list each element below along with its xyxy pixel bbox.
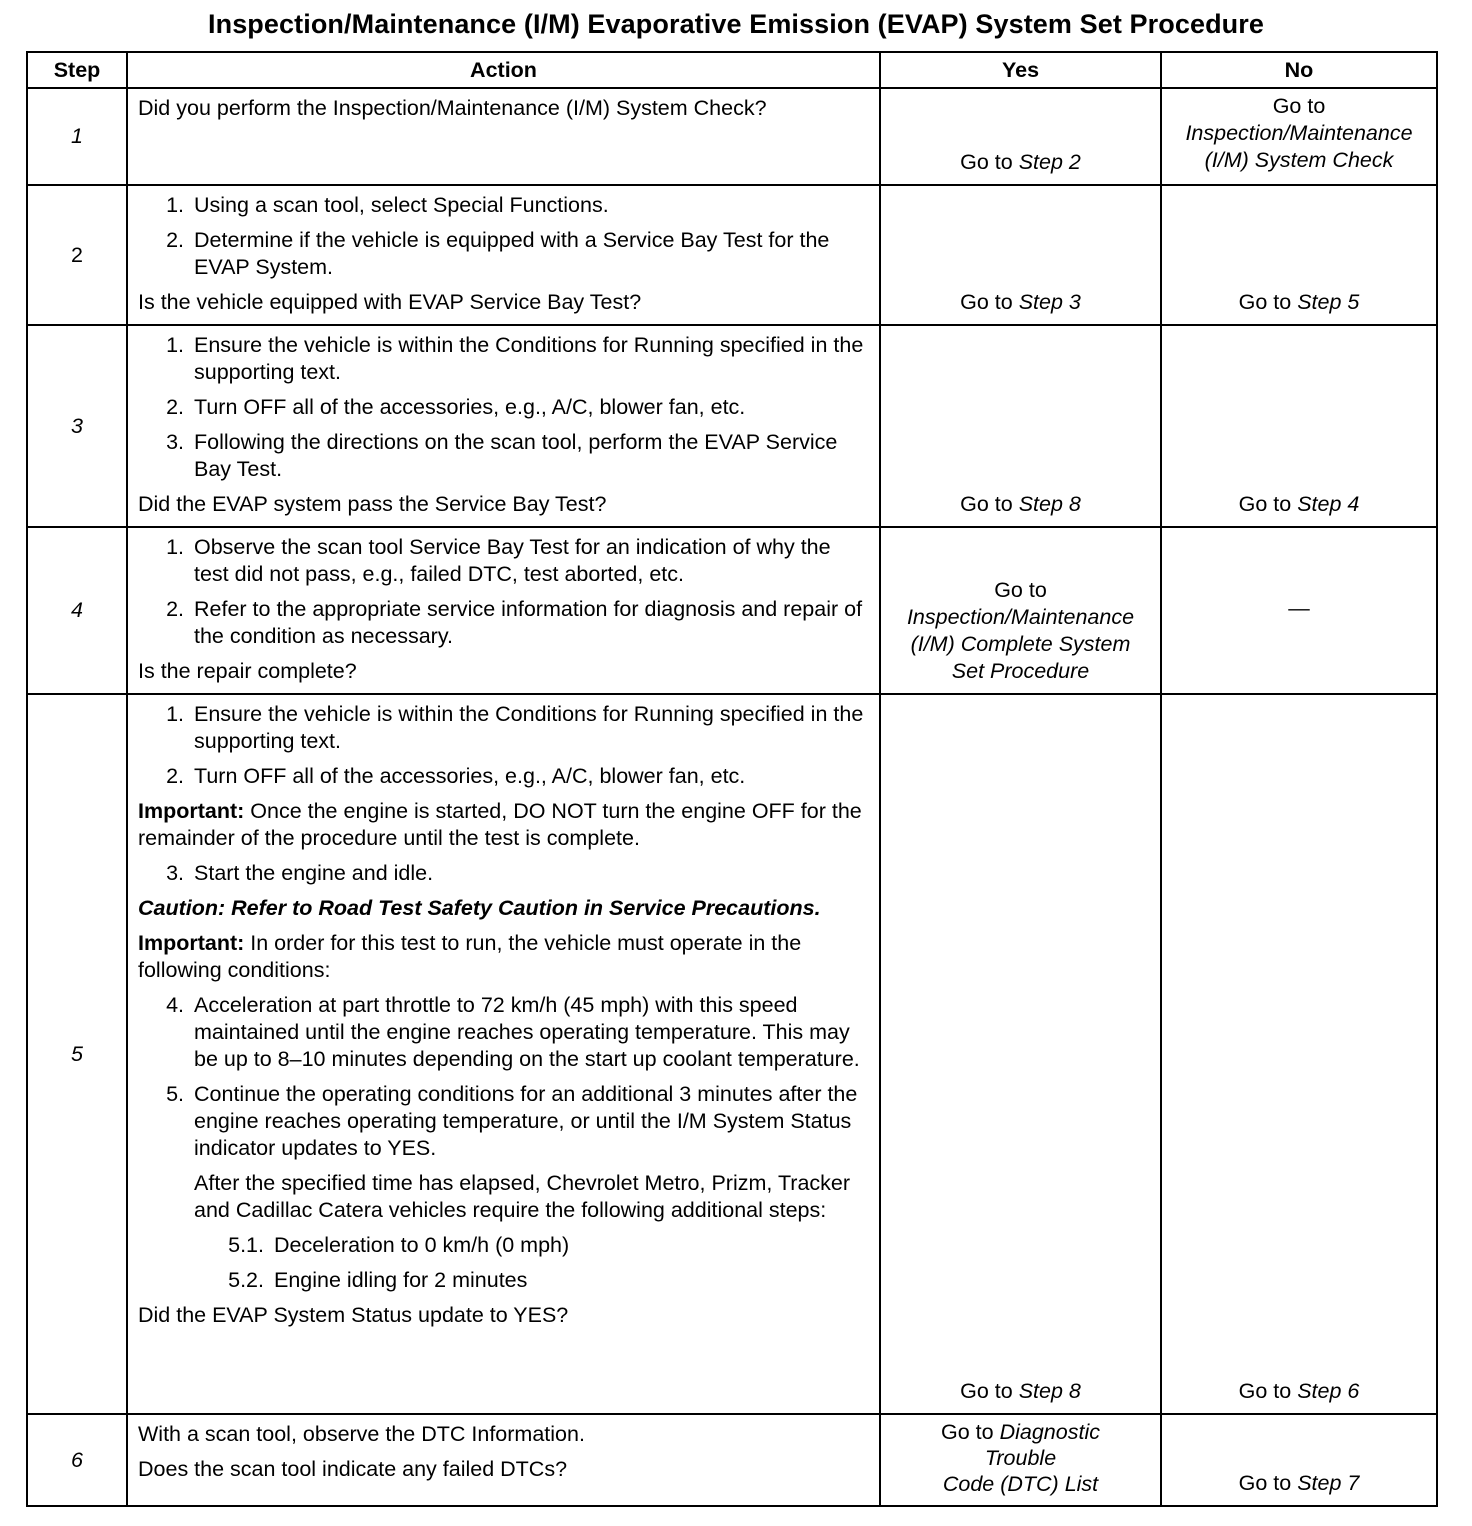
item-text: Engine idling for 2 minutes xyxy=(274,1268,528,1292)
step-number: 4 xyxy=(27,527,127,694)
action-cell xyxy=(127,88,880,185)
yes-link-line2[interactable]: Trouble xyxy=(984,1446,1057,1470)
no-link-line1[interactable]: Inspection/Maintenance xyxy=(1185,121,1413,145)
item-number: 2. xyxy=(166,395,184,419)
no-cell xyxy=(1161,1414,1437,1506)
action-cell xyxy=(127,1414,880,1506)
list-item xyxy=(138,534,871,588)
item-number: 1. xyxy=(166,702,184,726)
important-text: Once the engine is started, DO NOT turn the engine OFF for the remainder of the procedure until the test is complete. xyxy=(138,799,862,850)
item-text: Observe the scan tool Service Bay Test for an indication of why the test did not pass, e.g., failed DTC, test aborted, etc. xyxy=(194,535,831,586)
no-prefix: Go to xyxy=(1238,492,1292,516)
list-item xyxy=(138,227,871,281)
no-cell xyxy=(1161,694,1437,1414)
header-yes: Yes xyxy=(880,52,1161,88)
item-text: Determine if the vehicle is equipped with a Service Bay Test for the EVAP System. xyxy=(194,228,830,279)
header-row xyxy=(27,52,1437,88)
important-label: Important: xyxy=(138,799,245,823)
yes-cell xyxy=(880,325,1161,527)
list-item xyxy=(138,701,871,755)
table-row xyxy=(27,694,1437,1414)
item-number: 5.2. xyxy=(228,1268,264,1292)
yes-prefix: Go to xyxy=(960,150,1013,174)
no-cell xyxy=(1161,185,1437,325)
yes-prefix: Go to xyxy=(994,578,1047,602)
yes-cell xyxy=(880,527,1161,694)
yes-cell xyxy=(880,1414,1161,1506)
header-step: Step xyxy=(27,52,127,88)
yes-prefix: Go to xyxy=(960,290,1013,314)
question-text: Did you perform the Inspection/Maintenance (I/M) System Check? xyxy=(138,96,767,120)
yes-prefix: Go to xyxy=(941,1420,994,1444)
question-text: Did the EVAP system pass the Service Bay Test? xyxy=(138,492,607,516)
action-cell xyxy=(127,185,880,325)
header-no: No xyxy=(1161,52,1437,88)
table-row xyxy=(27,1414,1437,1506)
additional-steps-text: After the specified time has elapsed, Chevrolet Metro, Prizm, Tracker and Cadillac Catera vehicles require the following additional steps: xyxy=(194,1171,851,1222)
sub-list-item xyxy=(138,1232,871,1259)
action-cell xyxy=(127,325,880,527)
yes-prefix: Go to xyxy=(960,492,1013,516)
table-row xyxy=(27,325,1437,527)
yes-link[interactable]: Step 8 xyxy=(1018,1379,1081,1403)
list-item xyxy=(138,332,871,386)
important-note xyxy=(138,798,871,852)
instruction-text: With a scan tool, observe the DTC Information. xyxy=(138,1422,585,1446)
item-number: 2. xyxy=(166,228,184,252)
item-number: 2. xyxy=(166,764,184,788)
sub-list-item xyxy=(138,1267,871,1294)
item-text: Following the directions on the scan tool, perform the EVAP Service Bay Test. xyxy=(194,430,838,481)
list-item xyxy=(138,429,871,483)
yes-prefix: Go to xyxy=(960,1379,1013,1403)
no-prefix: Go to xyxy=(1238,1471,1292,1495)
important-note xyxy=(138,930,871,984)
item-text: Acceleration at part throttle to 72 km/h (45 mph) with this speed maintained until the engine reaches operating temperature. This may be up to 8–10 minutes depending on the start up coolant temperature. xyxy=(194,993,860,1071)
question-text: Is the vehicle equipped with EVAP Service Bay Test? xyxy=(138,290,642,314)
no-link[interactable]: Step 5 xyxy=(1297,290,1360,314)
caution-note: Caution: Refer to Road Test Safety Caution in Service Precautions. xyxy=(138,896,821,920)
yes-link[interactable]: Step 2 xyxy=(1018,150,1081,174)
table-row xyxy=(27,185,1437,325)
no-cell xyxy=(1161,527,1437,694)
action-cell xyxy=(127,527,880,694)
item-number: 4. xyxy=(166,993,184,1017)
item-number: 1. xyxy=(166,535,184,559)
no-link[interactable]: Step 6 xyxy=(1297,1379,1360,1403)
question-text: Does the scan tool indicate any failed DTCs? xyxy=(138,1457,568,1481)
procedure-title: Inspection/Maintenance (I/M) Evaporative Emission (EVAP) System Set Procedure xyxy=(208,9,1264,39)
item-text: Deceleration to 0 km/h (0 mph) xyxy=(274,1233,570,1257)
item-text: Using a scan tool, select Special Functions. xyxy=(194,193,609,217)
list-item xyxy=(138,394,871,421)
yes-link-line3[interactable]: Set Procedure xyxy=(951,659,1090,683)
no-dash: — xyxy=(1288,596,1310,620)
important-text: In order for this test to run, the vehicle must operate in the following conditions: xyxy=(138,931,802,982)
step-number: 6 xyxy=(27,1414,127,1506)
item-text: Turn OFF all of the accessories, e.g., A/C, blower fan, etc. xyxy=(194,395,746,419)
no-cell xyxy=(1161,325,1437,527)
list-item xyxy=(138,860,871,887)
list-item xyxy=(138,1081,871,1162)
no-prefix: Go to xyxy=(1272,94,1326,118)
important-label: Important: xyxy=(138,931,245,955)
item-number: 1. xyxy=(166,333,184,357)
step-number: 1 xyxy=(27,88,127,185)
no-link-line2[interactable]: (I/M) System Check xyxy=(1204,148,1394,172)
item-text: Ensure the vehicle is within the Conditions for Running specified in the supporting text. xyxy=(194,702,864,753)
yes-link[interactable]: Step 3 xyxy=(1018,290,1081,314)
yes-link-line3[interactable]: Code (DTC) List xyxy=(942,1472,1099,1496)
no-link[interactable]: Step 4 xyxy=(1297,492,1360,516)
list-item xyxy=(138,992,871,1073)
item-number: 3. xyxy=(166,430,184,454)
yes-link-line1[interactable]: Diagnostic xyxy=(999,1420,1100,1444)
step-number: 3 xyxy=(27,325,127,527)
item-number: 5.1. xyxy=(228,1233,264,1257)
no-prefix: Go to xyxy=(1238,290,1292,314)
item-text: Turn OFF all of the accessories, e.g., A/C, blower fan, etc. xyxy=(194,764,746,788)
no-link[interactable]: Step 7 xyxy=(1297,1471,1360,1495)
item-number: 3. xyxy=(166,861,184,885)
question-text: Did the EVAP System Status update to YES? xyxy=(138,1303,569,1327)
yes-link[interactable]: Step 8 xyxy=(1018,492,1081,516)
item-text: Ensure the vehicle is within the Conditions for Running specified in the supporting text. xyxy=(194,333,864,384)
no-cell xyxy=(1161,88,1437,185)
header-action: Action xyxy=(127,52,880,88)
yes-cell xyxy=(880,694,1161,1414)
list-item xyxy=(138,192,871,219)
item-text: Continue the operating conditions for an additional 3 minutes after the engine reaches operating temperature, or until the I/M System Status indicator updates to YES. xyxy=(194,1082,858,1160)
item-number: 2. xyxy=(166,597,184,621)
step-number: 2 xyxy=(27,185,127,325)
yes-link-line2[interactable]: (I/M) Complete System xyxy=(910,632,1131,656)
action-cell xyxy=(127,694,880,1414)
table-row xyxy=(27,527,1437,694)
question-text: Is the repair complete? xyxy=(138,659,357,683)
yes-cell xyxy=(880,185,1161,325)
table-row xyxy=(27,88,1437,185)
step-number: 5 xyxy=(27,694,127,1414)
item-text: Refer to the appropriate service information for diagnosis and repair of the condition as necessary. xyxy=(194,597,863,648)
item-number: 1. xyxy=(166,193,184,217)
no-prefix: Go to xyxy=(1238,1379,1292,1403)
list-item xyxy=(138,596,871,650)
list-item xyxy=(138,763,871,790)
item-number: 5. xyxy=(166,1082,184,1106)
item-text: Start the engine and idle. xyxy=(194,861,434,885)
yes-cell xyxy=(880,88,1161,185)
procedure-table xyxy=(26,51,1438,1507)
yes-link-line1[interactable]: Inspection/Maintenance xyxy=(906,605,1135,629)
